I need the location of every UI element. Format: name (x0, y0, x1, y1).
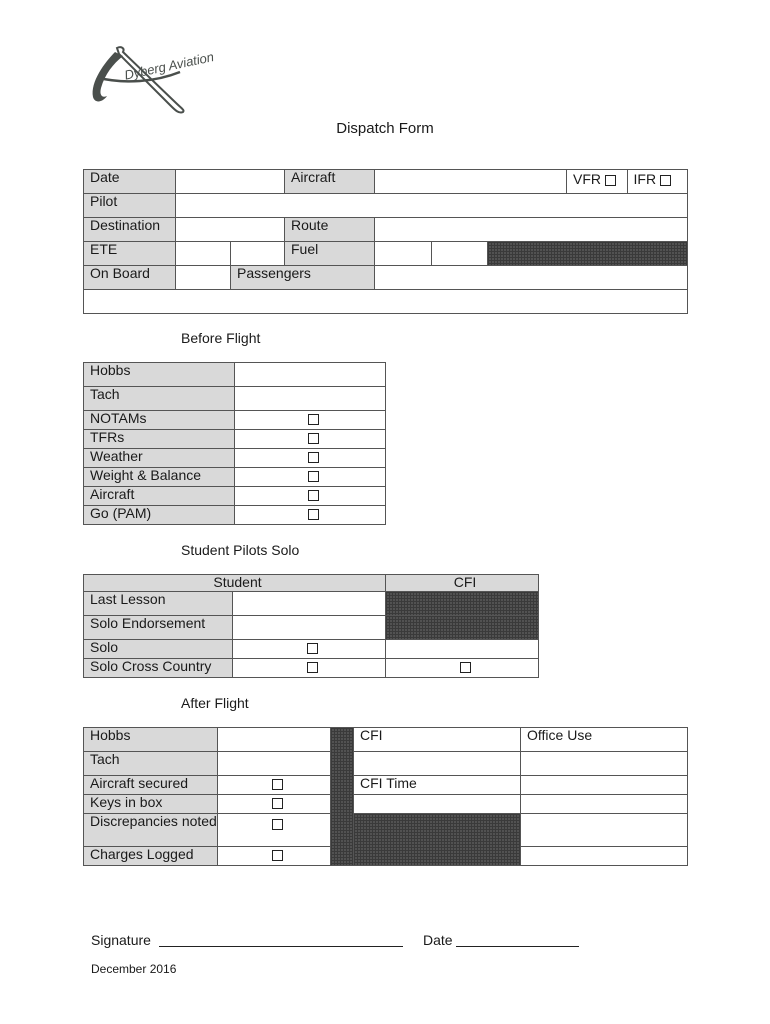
passengers-label: Passengers (231, 266, 375, 290)
ss-solo-xc-label: Solo Cross Country (84, 659, 233, 678)
signature-date-label: Date (423, 932, 453, 948)
af-keys-checkbox[interactable] (272, 798, 283, 809)
bf-tfrs-label: TFRs (84, 430, 235, 449)
on-board-field[interactable] (176, 266, 231, 290)
notes-field[interactable] (84, 290, 688, 314)
fuel-shaded-cell (488, 242, 688, 266)
pilot-field[interactable] (176, 194, 688, 218)
cfi-column-header: CFI (386, 575, 539, 592)
vfr-ifr-cell (567, 170, 688, 194)
student-column-header: Student (84, 575, 386, 592)
destination-field[interactable] (176, 218, 285, 242)
bf-weather-label: Weather (84, 449, 235, 468)
passengers-field[interactable] (375, 266, 688, 290)
route-field[interactable] (375, 218, 688, 242)
on-board-label: On Board (84, 266, 176, 290)
fuel-field-2[interactable] (432, 242, 488, 266)
bf-go-pam-checkbox[interactable] (308, 509, 319, 520)
ss-last-lesson-cfi-shaded (386, 592, 539, 616)
ifr-option[interactable] (627, 170, 688, 193)
ete-hours-field[interactable] (176, 242, 231, 266)
fuel-label: Fuel (285, 242, 375, 266)
ss-solo-endorsement-label: Solo Endorsement (84, 616, 233, 640)
bf-go-pam-label: Go (PAM) (84, 506, 235, 525)
af-charges-logged-label: Charges Logged (84, 847, 218, 866)
af-cfi-field[interactable] (354, 752, 521, 776)
af-office-use-field-5[interactable] (521, 847, 688, 866)
ete-minutes-field[interactable] (231, 242, 285, 266)
bf-tach-label: Tach (84, 387, 235, 411)
after-flight-title: After Flight (181, 695, 249, 711)
af-divider-shaded (331, 728, 354, 866)
af-tach-field[interactable] (218, 752, 331, 776)
ss-solo-checkbox[interactable] (307, 643, 318, 654)
af-aircraft-secured-checkbox[interactable] (272, 779, 283, 790)
ss-solo-endorsement-field[interactable] (233, 616, 386, 640)
ifr-checkbox[interactable] (660, 175, 671, 186)
af-cfi-shaded (354, 814, 521, 866)
bf-weather-checkbox[interactable] (308, 452, 319, 463)
ss-last-lesson-label: Last Lesson (84, 592, 233, 616)
af-discrepancies-label: Discrepancies noted (84, 814, 218, 847)
af-tach-label: Tach (84, 752, 218, 776)
ss-solo-endorsement-cfi-shaded (386, 616, 539, 640)
af-office-use-label: Office Use (521, 728, 688, 752)
date-label: Date (84, 170, 176, 194)
ss-solo-label: Solo (84, 640, 233, 659)
af-discrepancies-checkbox[interactable] (272, 819, 283, 830)
fuel-field-1[interactable] (375, 242, 432, 266)
signature-line[interactable] (159, 946, 403, 947)
af-cfi-label: CFI (354, 728, 521, 752)
student-solo-title: Student Pilots Solo (181, 542, 300, 558)
bf-weight-balance-checkbox[interactable] (308, 471, 319, 482)
before-flight-title: Before Flight (181, 330, 261, 346)
af-cfi-time-field[interactable] (354, 795, 521, 814)
bf-tfrs-checkbox[interactable] (308, 433, 319, 444)
student-solo-table (83, 574, 539, 678)
signature-label: Signature (91, 932, 151, 948)
af-hobbs-field[interactable] (218, 728, 331, 752)
dispatch-table (83, 169, 688, 314)
pilot-label: Pilot (84, 194, 176, 218)
aircraft-label: Aircraft (285, 170, 375, 194)
af-office-use-field-4[interactable] (521, 814, 688, 847)
route-label: Route (285, 218, 375, 242)
ss-last-lesson-field[interactable] (233, 592, 386, 616)
af-aircraft-secured-label: Aircraft secured (84, 776, 218, 795)
af-office-use-field-3[interactable] (521, 795, 688, 814)
ss-solo-cfi-field[interactable] (386, 640, 539, 659)
af-cfi-time-label: CFI Time (354, 776, 521, 795)
bf-notams-label: NOTAMs (84, 411, 235, 430)
bf-aircraft-checkbox[interactable] (308, 490, 319, 501)
af-keys-label: Keys in box (84, 795, 218, 814)
vfr-option[interactable] (567, 170, 627, 193)
bf-tach-field[interactable] (235, 387, 386, 411)
bf-weight-balance-label: Weight & Balance (84, 468, 235, 487)
vfr-checkbox[interactable] (605, 175, 616, 186)
bf-hobbs-field[interactable] (235, 363, 386, 387)
ete-label: ETE (84, 242, 176, 266)
af-hobbs-label: Hobbs (84, 728, 218, 752)
af-office-use-field[interactable] (521, 752, 688, 776)
af-charges-logged-checkbox[interactable] (272, 850, 283, 861)
ss-solo-xc-cfi-checkbox[interactable] (460, 662, 471, 673)
revision-date: December 2016 (91, 962, 177, 976)
before-flight-table (83, 362, 386, 525)
company-logo (85, 42, 225, 117)
logo-text: Dyberg Aviation (123, 49, 216, 83)
bf-hobbs-label: Hobbs (84, 363, 235, 387)
bf-notams-checkbox[interactable] (308, 414, 319, 425)
ifr-label: IFR (633, 171, 657, 187)
bf-aircraft-label: Aircraft (84, 487, 235, 506)
af-office-use-field-2[interactable] (521, 776, 688, 795)
signature-date-line[interactable] (456, 946, 579, 947)
page-title: Dispatch Form (336, 120, 434, 137)
date-field[interactable] (176, 170, 285, 194)
vfr-label: VFR (573, 171, 602, 187)
destination-label: Destination (84, 218, 176, 242)
aircraft-field[interactable] (375, 170, 567, 194)
ss-solo-xc-checkbox[interactable] (307, 662, 318, 673)
after-flight-table (83, 727, 688, 866)
